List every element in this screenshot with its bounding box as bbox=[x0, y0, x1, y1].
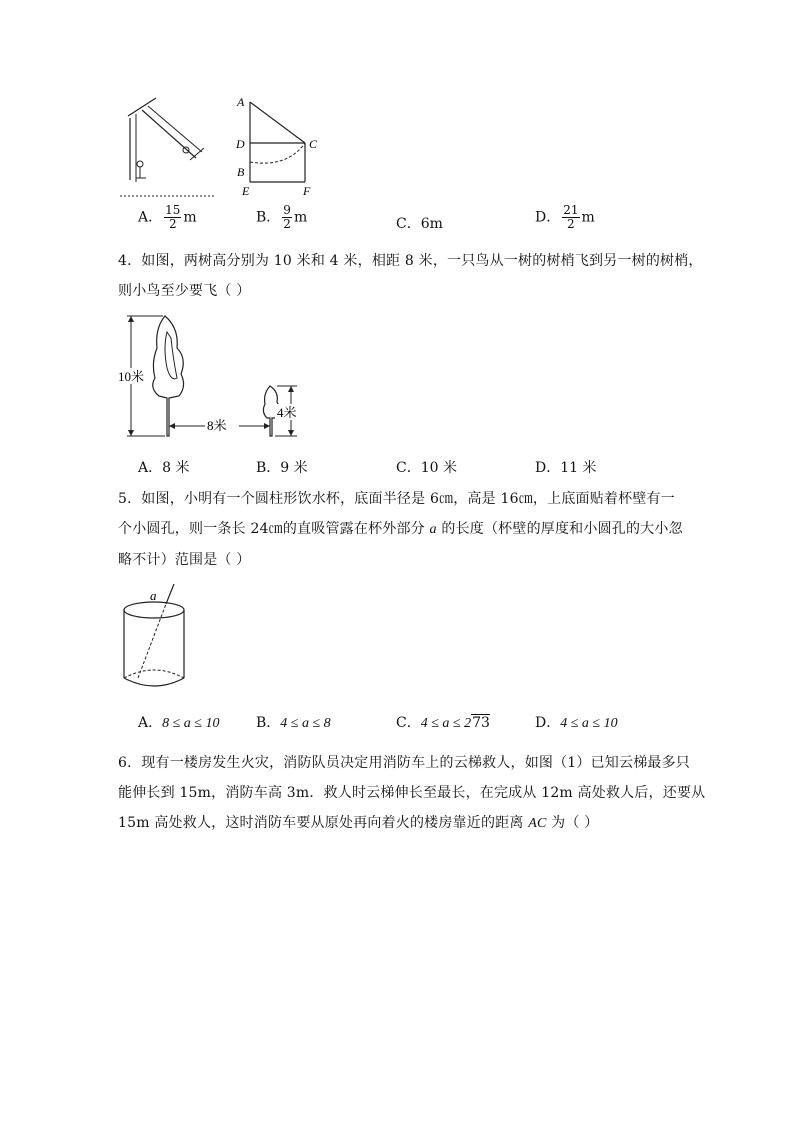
q6-text-line2: 能伸长到 15m，消防车高 3m．救人时云梯伸长至最长，在完成从 12m 高处救人后，还要从 bbox=[118, 785, 706, 801]
q3-option-c: C．6m bbox=[396, 216, 443, 232]
label-4m: 4米 bbox=[277, 405, 297, 420]
q4-option-d: D．11 米 bbox=[535, 460, 597, 476]
fraction: $\frac{21}{2}$ bbox=[563, 203, 579, 231]
label-a: A bbox=[237, 95, 245, 109]
q3-option-d: D． $\frac{21}{2}$ m bbox=[535, 203, 595, 231]
label-c: C bbox=[309, 137, 318, 151]
q4-option-c: C．10 米 bbox=[396, 460, 457, 476]
q6-text-line3: 15m 高处救人，这时消防车要从原处再向着火的楼房靠近的距离 AC 为（ ） bbox=[118, 815, 599, 831]
label-d: D bbox=[236, 137, 245, 151]
q5-text-line2: 个小圆孔，则一条长 24㎝的直吸管露在杯外部分 a 的长度（杯壁的厚度和小圆孔的大小忽 bbox=[118, 521, 683, 537]
q5-option-a: A．8 ≤ a ≤ 10 bbox=[138, 715, 220, 731]
q4-text-line1: 4．如图，两树高分别为 10 米和 4 米，相距 8 米，一只鸟从一树的树梢飞到另一树的树梢， bbox=[118, 253, 703, 269]
q3-option-a: A． $\frac{15}{2}$ m bbox=[138, 203, 197, 231]
q5-option-c: C．4 ≤ a ≤ 273 bbox=[396, 715, 490, 731]
q5-figure-cup bbox=[116, 582, 196, 692]
label-b: B bbox=[237, 165, 245, 179]
q4-option-a: A．8 米 bbox=[138, 460, 190, 476]
q5-text-line1: 5．如图，小明有一个圆柱形饮水杯，底面半径是 6㎝，高是 16㎝，上底面贴着杯壁有一 bbox=[118, 491, 675, 507]
label-f: F bbox=[303, 184, 311, 198]
q6-text-line1: 6．现有一楼房发生火灾，消防队员决定用消防车上的云梯救人，如图（1）已知云梯最多只 bbox=[118, 755, 691, 771]
q4-figure-trees bbox=[115, 308, 305, 443]
label-10m: 10米 bbox=[118, 369, 145, 384]
q5-option-b: B．4 ≤ a ≤ 8 bbox=[256, 715, 331, 731]
q3-figure-ladder bbox=[118, 92, 218, 202]
q5-text-line3: 略不计）范围是（ ） bbox=[118, 552, 251, 568]
q3-option-b: B． $\frac{9}{2}$ m bbox=[256, 203, 308, 231]
label-a-straw: a bbox=[150, 588, 157, 603]
q5-option-d: D．4 ≤ a ≤ 10 bbox=[535, 715, 618, 731]
sqrt: 73 bbox=[472, 715, 490, 731]
fraction: $\frac{9}{2}$ bbox=[283, 203, 291, 231]
label-8m: 8米 bbox=[207, 418, 227, 433]
q4-option-b: B．9 米 bbox=[256, 460, 308, 476]
label-e: E bbox=[242, 184, 250, 198]
q3-figure-geometry bbox=[232, 92, 327, 200]
fraction: $\frac{15}{2}$ bbox=[165, 203, 181, 231]
q4-text-line2: 则小鸟至少要飞（ ） bbox=[118, 283, 251, 299]
